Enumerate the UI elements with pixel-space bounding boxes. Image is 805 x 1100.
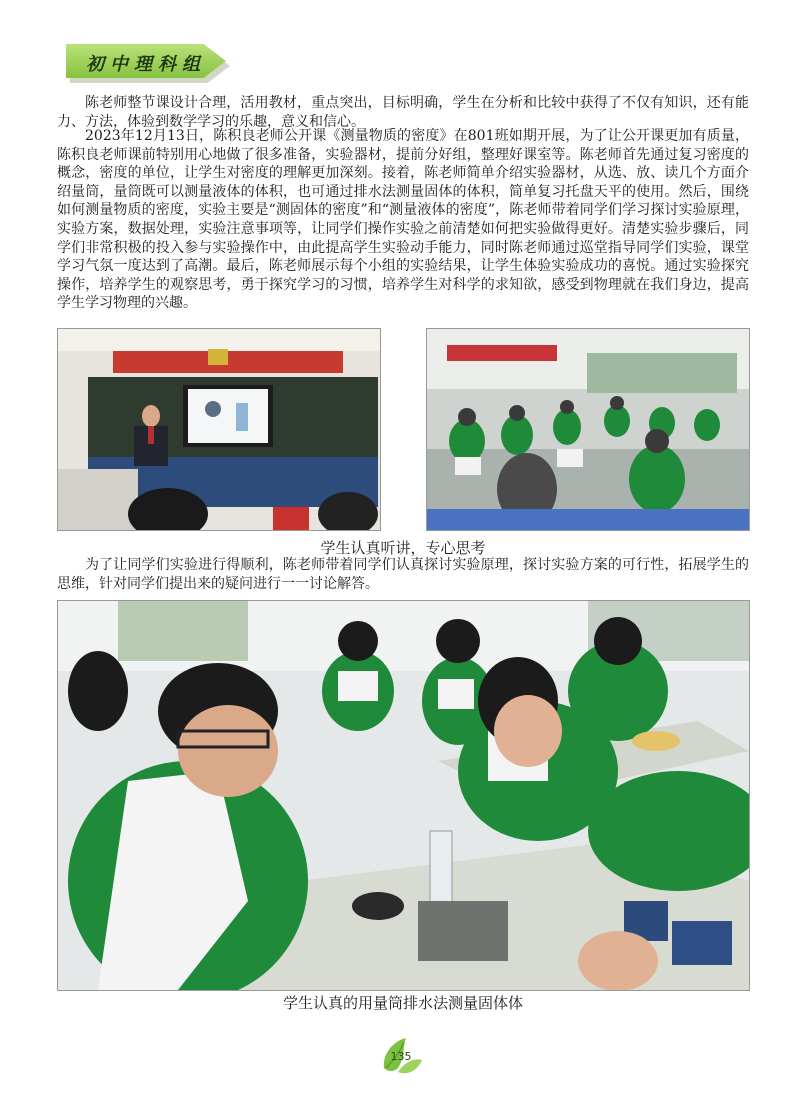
- caption-second: 学生认真的用量筒排水法测量固体体: [282, 994, 523, 1012]
- section-tag: [66, 44, 226, 78]
- section-tag-label: 初中理科组: [86, 54, 206, 75]
- page-number: 135: [390, 1050, 412, 1063]
- photo-students-measuring: [57, 600, 750, 991]
- caption-first-row: 学生认真听讲，专心思考: [320, 539, 486, 557]
- page-number-badge: [376, 1034, 426, 1078]
- photo-teacher-lecturing: [57, 328, 381, 531]
- paragraph-lesson: 2023年12月13日，陈积良老师公开课《测量物质的密度》在801班如期开展，为了让公开课更加有质量，陈积良老师课前特别用心地做了很多准备，实验器材，提前分好组，整理好课室等。陈老师首先通过复习密度的概念，密度的单位，让学生对密度的理解更加深刻。接着，陈老师简单介绍实验器材，从选、放、读几个方面介绍量筒，量筒既可以测量液体的体积，也可通过排水法测量固体的体积，简单复习托盘天平的使用。然后，围绕如何测量物质的密度，实验主要是“测固体的密度”和“测量液体的密度”，陈老师带着同学们学习探讨实验原理，实验方案，数据处理，实验注意事项等，让同学们操作实验之前清楚如何把实验做得更好。清楚实验步骤后，同学们非常积极的投入参与实验操作中，由此提高学生实验动手能力，同时陈老师通过巡堂指导同学们实验，课堂学习气氛一度达到了高潮。最后，陈老师展示每个小组的实验结果，让学生体验实验成功的喜悦。通过实验探究操作，培养学生的观察思考，勇于探究学习的习惯，培养学生对科学的求知欲，感受到物理就在我们身边，提高学生学习物理的兴趣。: [57, 128, 749, 312]
- photo-classroom-students: [426, 328, 750, 531]
- paragraph-discussion: 为了让同学们实验进行得顺利，陈老师带着同学们认真探讨实验原理，探讨实验方案的可行性，拓展学生的思维，针对同学们提出来的疑问进行一一讨论解答。: [57, 557, 749, 592]
- paragraph-intro: 陈老师整节课设计合理，活用教材，重点突出，目标明确，学生在分析和比较中获得了不仅有知识，还有能力、方法，体验到数学学习的乐趣，意义和信心。: [57, 95, 749, 130]
